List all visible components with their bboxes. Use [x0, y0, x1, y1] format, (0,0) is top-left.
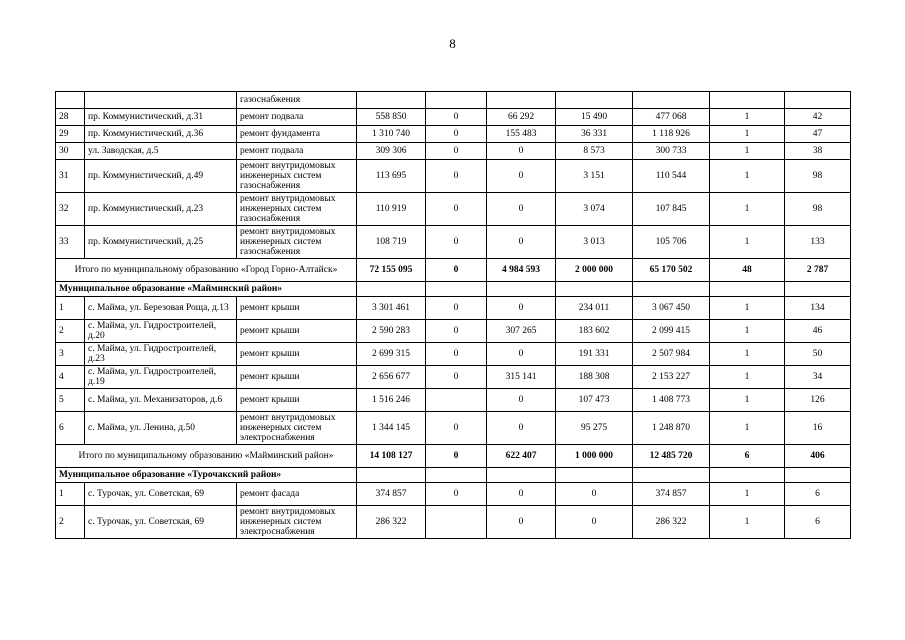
value-cell: 286 322	[357, 506, 426, 539]
total-value: 12 485 720	[633, 445, 710, 468]
value-cell: 1 118 926	[633, 126, 710, 143]
value-cell: 1	[710, 412, 785, 445]
value-cell: 2 590 283	[357, 320, 426, 343]
total-value: 65 170 502	[633, 259, 710, 282]
value-cell: 558 850	[357, 109, 426, 126]
value-cell: 6	[785, 483, 851, 506]
row-number: 5	[56, 389, 85, 412]
row-number: 3	[56, 343, 85, 366]
empty-cell	[426, 468, 487, 483]
table-row	[56, 143, 851, 160]
address-cell: с. Майма, ул. Ленина, д.50	[85, 412, 237, 445]
value-cell: 47	[785, 126, 851, 143]
value-cell: 315 141	[487, 366, 556, 389]
empty-cell	[785, 282, 851, 297]
value-cell: 107 473	[556, 389, 633, 412]
work-type-cell: ремонт фундамента	[237, 126, 357, 143]
value-cell: 0	[426, 160, 487, 193]
value-cell: 66 292	[487, 109, 556, 126]
value-cell	[426, 389, 487, 412]
repair-register-table	[55, 91, 851, 539]
address-cell: с. Майма, ул. Механизаторов, д.6	[85, 389, 237, 412]
address-cell: с. Майма, ул. Гидростроителей, д.20	[85, 320, 237, 343]
value-cell: 0	[426, 143, 487, 160]
value-cell: 0	[426, 483, 487, 506]
value-cell: 42	[785, 109, 851, 126]
value-cell: 374 857	[633, 483, 710, 506]
value-cell: 126	[785, 389, 851, 412]
value-cell	[785, 92, 851, 109]
empty-cell	[487, 282, 556, 297]
value-cell: 2 153 227	[633, 366, 710, 389]
value-cell	[487, 92, 556, 109]
empty-cell	[633, 282, 710, 297]
value-cell: 155 483	[487, 126, 556, 143]
value-cell: 0	[487, 412, 556, 445]
value-cell: 307 265	[487, 320, 556, 343]
value-cell: 0	[487, 193, 556, 226]
row-number: 1	[56, 483, 85, 506]
empty-cell	[710, 282, 785, 297]
row-number: 28	[56, 109, 85, 126]
table-row	[56, 297, 851, 320]
total-value: 2 787	[785, 259, 851, 282]
value-cell: 98	[785, 193, 851, 226]
address-cell: с. Майма, ул. Березовая Роща, д.13	[85, 297, 237, 320]
value-cell: 110 919	[357, 193, 426, 226]
value-cell: 0	[426, 412, 487, 445]
empty-cell	[487, 468, 556, 483]
value-cell: 34	[785, 366, 851, 389]
value-cell: 1	[710, 366, 785, 389]
value-cell: 0	[426, 126, 487, 143]
row-number: 32	[56, 193, 85, 226]
empty-cell	[357, 282, 426, 297]
total-value: 1 000 000	[556, 445, 633, 468]
row-number: 29	[56, 126, 85, 143]
value-cell: 3 074	[556, 193, 633, 226]
value-cell: 1	[710, 320, 785, 343]
value-cell: 234 011	[556, 297, 633, 320]
value-cell: 2 699 315	[357, 343, 426, 366]
value-cell: 0	[426, 320, 487, 343]
value-cell: 113 695	[357, 160, 426, 193]
total-value: 72 155 095	[357, 259, 426, 282]
table-row	[56, 506, 851, 539]
address-cell: пр. Коммунистический, д.49	[85, 160, 237, 193]
address-cell: с. Майма, ул. Гидростроителей, д.19	[85, 366, 237, 389]
work-type-cell: ремонт крыши	[237, 366, 357, 389]
value-cell: 0	[426, 109, 487, 126]
value-cell: 1	[710, 143, 785, 160]
value-cell: 38	[785, 143, 851, 160]
total-value: 2 000 000	[556, 259, 633, 282]
value-cell: 36 331	[556, 126, 633, 143]
work-type-cell: ремонт внутридомовых инженерных систем газоснабжения	[237, 160, 357, 193]
value-cell: 3 151	[556, 160, 633, 193]
address-cell: пр. Коммунистический, д.31	[85, 109, 237, 126]
empty-cell	[357, 468, 426, 483]
value-cell: 374 857	[357, 483, 426, 506]
value-cell: 8 573	[556, 143, 633, 160]
value-cell: 0	[487, 297, 556, 320]
table-row	[56, 109, 851, 126]
value-cell: 16	[785, 412, 851, 445]
total-label: Итого по муниципальному образованию «Город Горно-Алтайск»	[56, 259, 357, 282]
work-type-cell: ремонт внутридомовых инженерных систем газоснабжения	[237, 226, 357, 259]
value-cell: 191 331	[556, 343, 633, 366]
value-cell: 1	[710, 226, 785, 259]
total-value: 4 984 593	[487, 259, 556, 282]
value-cell: 300 733	[633, 143, 710, 160]
value-cell: 2 507 984	[633, 343, 710, 366]
empty-cell	[556, 468, 633, 483]
value-cell: 309 306	[357, 143, 426, 160]
total-label: Итого по муниципальному образованию «Майминский район»	[56, 445, 357, 468]
value-cell: 3 013	[556, 226, 633, 259]
row-number: 6	[56, 412, 85, 445]
value-cell	[426, 92, 487, 109]
table-row	[56, 389, 851, 412]
table-row	[56, 92, 851, 109]
value-cell: 133	[785, 226, 851, 259]
table-body	[56, 92, 851, 539]
value-cell: 46	[785, 320, 851, 343]
value-cell: 1	[710, 483, 785, 506]
total-value: 6	[710, 445, 785, 468]
row-number: 2	[56, 320, 85, 343]
value-cell: 1	[710, 193, 785, 226]
address-cell: с. Майма, ул. Гидростроителей, д.23	[85, 343, 237, 366]
value-cell: 1	[710, 126, 785, 143]
row-number: 31	[56, 160, 85, 193]
value-cell	[710, 92, 785, 109]
table-row	[56, 226, 851, 259]
total-row	[56, 445, 851, 468]
municipality-header-row	[56, 468, 851, 483]
total-value: 0	[426, 445, 487, 468]
value-cell: 110 544	[633, 160, 710, 193]
value-cell: 0	[487, 343, 556, 366]
value-cell: 1	[710, 389, 785, 412]
table-row	[56, 193, 851, 226]
table-row	[56, 366, 851, 389]
total-value: 406	[785, 445, 851, 468]
work-type-cell: ремонт крыши	[237, 389, 357, 412]
value-cell: 50	[785, 343, 851, 366]
value-cell: 0	[556, 506, 633, 539]
value-cell: 0	[426, 343, 487, 366]
address-cell: ул. Заводская, д.5	[85, 143, 237, 160]
value-cell	[556, 92, 633, 109]
row-number	[56, 92, 85, 109]
value-cell: 1	[710, 109, 785, 126]
work-type-cell: ремонт фасада	[237, 483, 357, 506]
value-cell	[357, 92, 426, 109]
work-type-cell: ремонт крыши	[237, 297, 357, 320]
address-cell: пр. Коммунистический, д.25	[85, 226, 237, 259]
value-cell: 1 408 773	[633, 389, 710, 412]
municipality-title: Муниципальное образование «Майминский район»	[56, 282, 357, 297]
value-cell: 15 490	[556, 109, 633, 126]
value-cell: 1	[710, 297, 785, 320]
address-cell: с. Турочак, ул. Советская, 69	[85, 483, 237, 506]
table-row	[56, 126, 851, 143]
table-row	[56, 483, 851, 506]
value-cell: 134	[785, 297, 851, 320]
value-cell	[426, 506, 487, 539]
value-cell: 2 099 415	[633, 320, 710, 343]
empty-cell	[426, 282, 487, 297]
value-cell: 0	[426, 226, 487, 259]
value-cell: 108 719	[357, 226, 426, 259]
row-number: 4	[56, 366, 85, 389]
row-number: 2	[56, 506, 85, 539]
total-value: 622 407	[487, 445, 556, 468]
work-type-cell: ремонт крыши	[237, 320, 357, 343]
work-type-cell: ремонт внутридомовых инженерных систем электроснабжения	[237, 506, 357, 539]
address-cell: пр. Коммунистический, д.36	[85, 126, 237, 143]
value-cell: 0	[426, 193, 487, 226]
value-cell: 107 845	[633, 193, 710, 226]
row-number: 33	[56, 226, 85, 259]
empty-cell	[633, 468, 710, 483]
total-value: 14 108 127	[357, 445, 426, 468]
value-cell: 0	[487, 143, 556, 160]
work-type-cell: ремонт внутридомовых инженерных систем электроснабжения	[237, 412, 357, 445]
municipality-header-row	[56, 282, 851, 297]
value-cell: 0	[426, 297, 487, 320]
row-number: 1	[56, 297, 85, 320]
table-row	[56, 160, 851, 193]
value-cell: 188 308	[556, 366, 633, 389]
empty-cell	[710, 468, 785, 483]
work-type-cell: ремонт подвала	[237, 143, 357, 160]
table-row	[56, 343, 851, 366]
value-cell: 286 322	[633, 506, 710, 539]
value-cell: 1 516 246	[357, 389, 426, 412]
value-cell	[633, 92, 710, 109]
value-cell: 0	[487, 226, 556, 259]
value-cell: 6	[785, 506, 851, 539]
total-row	[56, 259, 851, 282]
row-number: 30	[56, 143, 85, 160]
value-cell: 0	[426, 366, 487, 389]
value-cell: 0	[487, 160, 556, 193]
value-cell: 1 344 145	[357, 412, 426, 445]
work-type-cell: ремонт внутридомовых инженерных систем газоснабжения	[237, 193, 357, 226]
table-row	[56, 412, 851, 445]
value-cell: 1 248 870	[633, 412, 710, 445]
value-cell: 1 310 740	[357, 126, 426, 143]
value-cell: 0	[556, 483, 633, 506]
value-cell: 1	[710, 506, 785, 539]
value-cell: 0	[487, 506, 556, 539]
empty-cell	[556, 282, 633, 297]
municipality-title: Муниципальное образование «Турочакский район»	[56, 468, 357, 483]
address-cell	[85, 92, 237, 109]
page-number: 8	[449, 36, 456, 51]
address-cell: с. Турочак, ул. Советская, 69	[85, 506, 237, 539]
value-cell: 3 067 450	[633, 297, 710, 320]
total-value: 48	[710, 259, 785, 282]
table-row	[56, 320, 851, 343]
value-cell: 3 301 461	[357, 297, 426, 320]
address-cell: пр. Коммунистический, д.23	[85, 193, 237, 226]
empty-cell	[785, 468, 851, 483]
value-cell: 477 068	[633, 109, 710, 126]
value-cell: 1	[710, 160, 785, 193]
value-cell: 1	[710, 343, 785, 366]
work-type-cell: ремонт крыши	[237, 343, 357, 366]
value-cell: 98	[785, 160, 851, 193]
value-cell: 105 706	[633, 226, 710, 259]
total-value: 0	[426, 259, 487, 282]
work-type-cell: газоснабжения	[237, 92, 357, 109]
value-cell: 0	[487, 389, 556, 412]
value-cell: 2 656 677	[357, 366, 426, 389]
value-cell: 183 602	[556, 320, 633, 343]
value-cell: 0	[487, 483, 556, 506]
work-type-cell: ремонт подвала	[237, 109, 357, 126]
value-cell: 95 275	[556, 412, 633, 445]
